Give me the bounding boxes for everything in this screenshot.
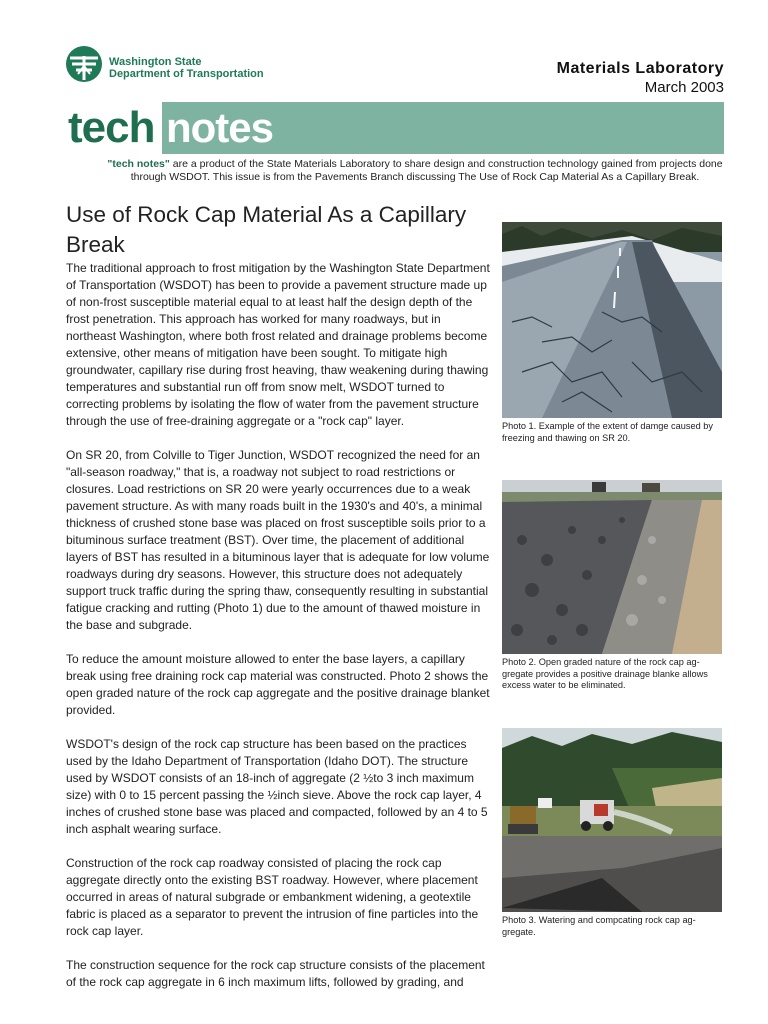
photo-2 <box>502 480 722 692</box>
intro-body: are a product of the State Materials Laboratory to share design and construction technology gained from projects done through WSDOT. This issue is from the Pavements Branch discussing The Use of Rock Cap Material As a Capillary Break. <box>130 158 723 183</box>
intro-text <box>100 158 730 184</box>
cracked-road-image <box>502 222 722 418</box>
article-paragraph: The traditional approach to frost mitigation by the Washington State Department of Transportation (WSDOT) has been to provide a pavement structure made up of non-frost susceptible material equal to at least half the design depth of the frost penetration. This approach has worked for many roadways, but in northeast Washington, where both frost related and drainage problems become extensive, other means of mitigation have been sought. To mitigate high groundwater, capillary rise during frost heaving, thaw weakening during thawing temperatures and substantial run off from snow melt, WSDOT turned to correcting problems by isolating the flow of water from the pavement structure through the use of free-draining aggregate or a "rock cap" layer. <box>66 261 490 428</box>
wsdot-logo <box>66 46 306 86</box>
article-paragraph: To reduce the amount moisture allowed to enter the base layers, a capillary break using free draining rock cap material was constructed. Photo 2 shows the open graded nature of the rock cap aggregate and the positive drainage blanket provided. <box>66 652 490 717</box>
issue-date: March 2003 <box>644 79 724 96</box>
watering-compacting-image <box>502 728 722 912</box>
banner-tech-word: tech <box>68 103 155 152</box>
technotes-banner <box>68 102 724 154</box>
wsdot-emblem-icon <box>66 46 102 82</box>
photo-1-caption: Photo 1. Example of the extent of damge caused by freezing and thawing on SR 20. <box>502 421 713 443</box>
article-paragraph: The construction sequence for the rock cap structure consists of the placement of the rock cap aggregate in 6 inch maximum lifts, followed by grading, and <box>66 958 485 989</box>
photo-3-caption: Photo 3. Watering and compcating rock cap ag-gregate. <box>502 915 696 937</box>
banner-notes-word: notes <box>166 104 274 151</box>
photo-3 <box>502 728 722 938</box>
rock-cap-aggregate-image <box>502 480 722 654</box>
article-paragraph: Construction of the rock cap roadway consisted of placing the rock cap aggregate directly onto the existing BST roadway. However, where placement occurred in areas of natural subgrade or embankment widening, a geotextile fabric is placed as a separator to prevent the intrusion of fine particles into the rock cap layer. <box>66 856 479 938</box>
article-title: Use of Rock Cap Material As a Capillary Break <box>66 202 467 257</box>
org-name-line2: Department of Transportation <box>109 68 264 80</box>
org-name-line1: Washington State <box>109 56 202 68</box>
article-paragraph: WSDOT's design of the rock cap structure has been based on the practices used by the Idaho Department of Transportation (Idaho DOT). The structure used by WSDOT consists of an 18-inch of aggregate (2 ½to 3 inch maximum size) with 0 to 15 percent passing the ½inch sieve. Above the rock cap layer, 4 inches of crushed stone base was placed and compacted, followed by an 4 to 5 inch asphalt wearing surface. <box>66 737 488 836</box>
header-right <box>557 60 724 96</box>
article-paragraph: On SR 20, from Colville to Tiger Junction, WSDOT recognized the need for an "all-season roadway," that is, a roadway not subject to road restrictions or closures. Load restrictions on SR 20 were yearly occurrences due to a weak pavement structure. As with many roads built in the 1930's and 40's, a minimal thickness of crushed stone base was placed on frost susceptible soils prior to a bituminous surface treatment (BST). Over time, the placement of additional layers of BST has resulted in a bituminous layer that is adequate for low volume roadways during dry seasons. However, this structure does not adequately support truck traffic during the spring thaw, consequently resulting in substantial fatigue cracking and rutting (Photo 1) due to the amount of thawed moisture in the base and subgrade. <box>66 448 490 632</box>
photo-2-caption: Photo 2. Open graded nature of the rock cap ag-gregate provides a positive drainage blanke allows excess water to be eliminated. <box>502 657 708 690</box>
lab-title: Materials Laboratory <box>556 60 724 77</box>
intro-brand: "tech notes" <box>107 158 170 170</box>
article-body <box>66 260 490 1008</box>
photo-1 <box>502 222 722 444</box>
